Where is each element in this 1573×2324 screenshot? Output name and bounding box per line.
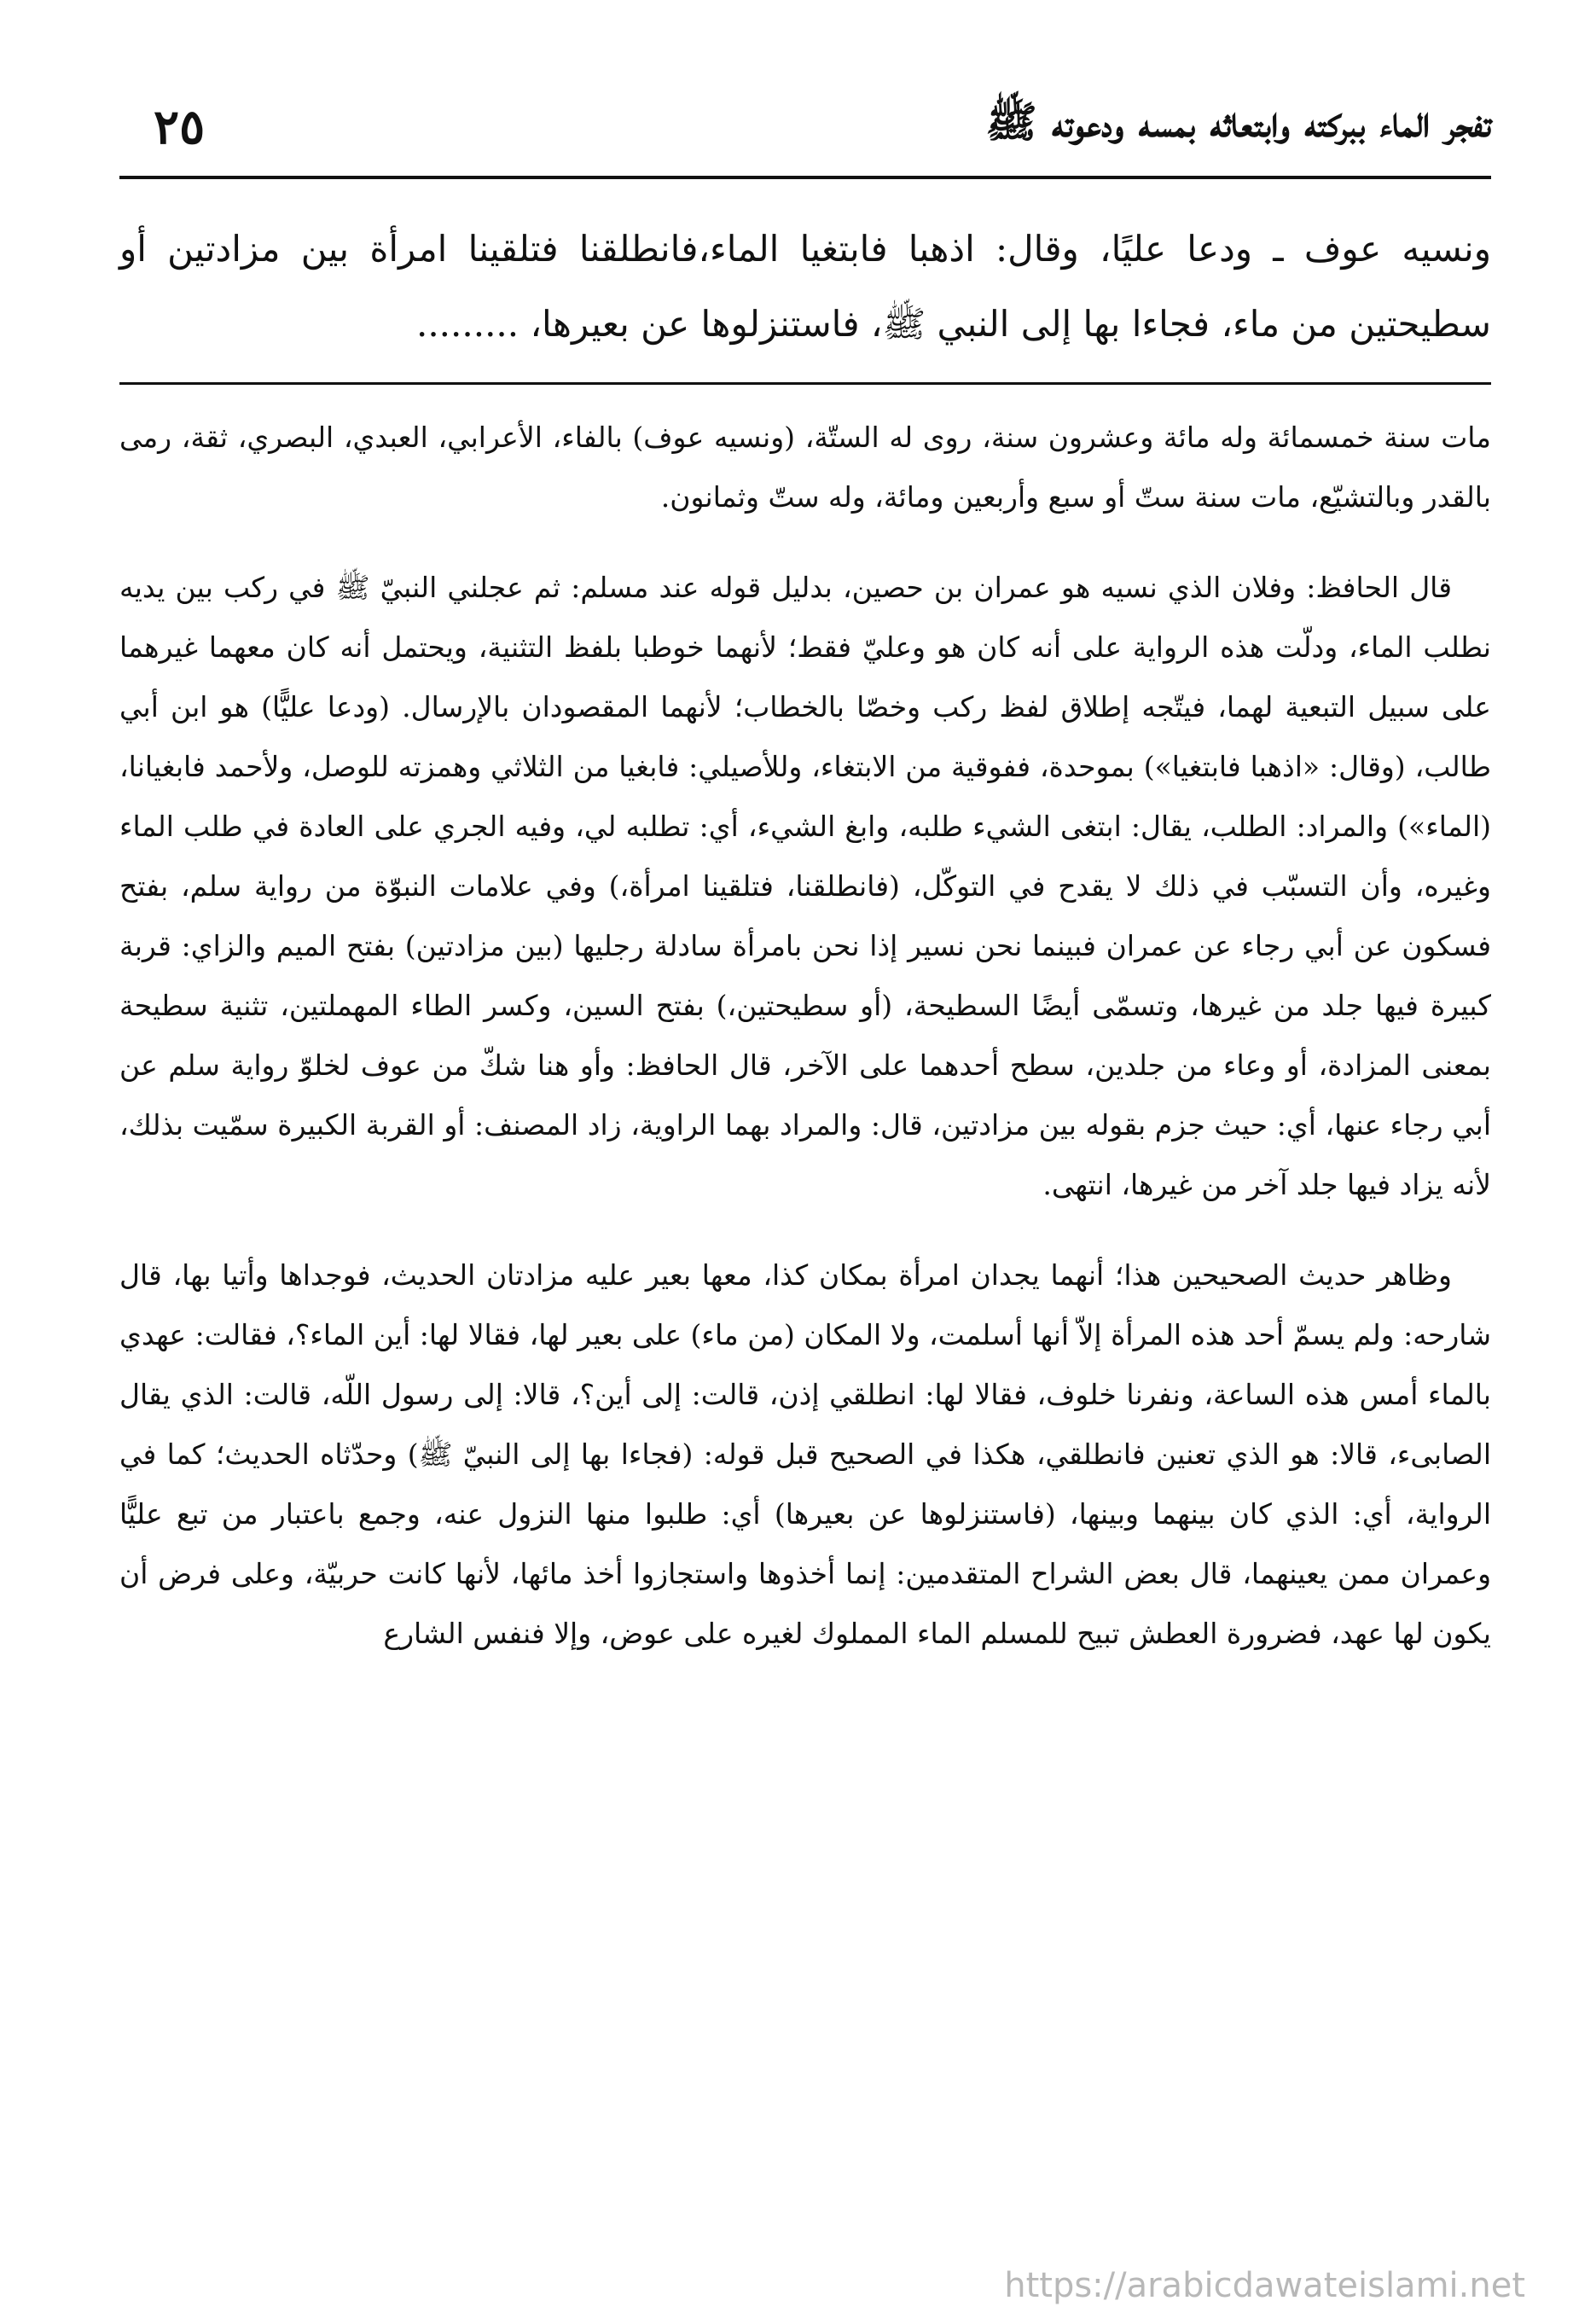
header-rule — [119, 176, 1491, 179]
footnote-separator — [119, 382, 1491, 385]
watermark-url: https://arabicdawateislami.net — [1004, 2266, 1525, 2305]
hadith-text: ونسيه عوف ـ ودعا عليًا، وقال: اذهبا فابتغيا الماء،فانطلقنا فتلقينا امرأة بين مزادتين أو سطيحتين من ماء، فجاءا بها إلى النبي ﷺ، فاستنزلوها عن بعيرها، ......... — [119, 228, 1491, 345]
commentary-paragraph: مات سنة خمسمائة وله مائة وعشرون سنة، روى له الستّة، (ونسيه عوف) بالفاء، الأعرابي، العبدي، البصري، ثقة، رمى بالقدر وبالتشيّع، مات سنة ستّ أو سبع وأربعين ومائة، وله ستّ وثمانون. — [119, 421, 1491, 514]
commentary-paragraph: قال الحافظ: وفلان الذي نسيه هو عمران بن حصين، بدليل قوله عند مسلم: ثم عجلني النبيّ ﷺ في ركب بين يديه نطلب الماء، ودلّت هذه الرواية على أنه كان هو وعليّ فقط؛ لأنهما خوطبا بلفظ التثنية، ويحتمل أنه كان معهما غيرهما على سبيل التبعية لهما، فيتّجه إطلاق لفظ ركب وخصّا بالخطاب؛ لأنهما المقصودان بالإرسال. (ودعا عليًّا) هو ابن أبي طالب، (وقال: «اذهبا فابتغيا») بموحدة، ففوقية من الابتغاء، وللأصيلي: فابغيا من الثلاثي وهمزته للوصل، ولأحمد فابغيانا، (الماء») والمراد: الطلب، يقال: ابتغى الشيء طلبه، وابغ الشيء، أي: تطلبه لي، وفيه الجري على العادة في طلب الماء وغيره، وأن التسبّب في ذلك لا يقدح في التوكّل، (فانطلقنا، فتلقينا امرأة،) وفي علامات النبوّة من رواية سلم، بفتح فسكون عن أبي رجاء عن عمران فبينما نحن نسير إذا نحن بامرأة سادلة رجليها (بين مزادتين) بفتح الميم والزاي: قربة كبيرة فيها جلد من غيرها، وتسمّى أيضًا السطيحة، (أو سطيحتين،) بفتح السين، وكسر الطاء المهملتين، تثنية سطيحة بمعنى المزادة، أو وعاء من جلدين، سطح أحدهما على الآخر، قال الحافظ: وأو هنا شكّ من عوف لخلوّ رواية سلم عن أبي رجاء عنها، أي: حيث جزم بقوله بين مزادتين، قال: والمراد بهما الراوية، زاد المصنف: أو القربة الكبيرة سمّيت بذلك، لأنه يزاد فيها جلد آخر من غيرها، انتهى. — [119, 571, 1491, 1201]
running-title: تفجر الماء ببركته وابتعاثه بمسه ودعوته ﷺ — [985, 96, 1491, 147]
page-header — [119, 89, 1491, 166]
commentary — [119, 408, 1491, 1694]
commentary-paragraph: وظاهر حديث الصحيحين هذا؛ أنهما يجدان امرأة بمكان كذا، معها بعير عليه مزادتان الحديث، فوجداها وأتيا بها، قال شارحه: ولم يسمّ أحد هذه المرأة إلاّ أنها أسلمت، ولا المكان (من ماء) على بعير لها، فقالا لها: أين الماء؟، فقالت: عهدي بالماء أمس هذه الساعة، ونفرنا خلوف، فقالا لها: انطلقي إذن، قالت: إلى أين؟، قالا: إلى رسول اللّه، قالت: الذي يقال الصابىء، قالا: هو الذي تعنين فانطلقي، هكذا في الصحيح قبل قوله: (فجاءا بها إلى النبيّ ﷺ) وحدّثاه الحديث؛ كما في الرواية، أي: الذي كان بينهما وبينها، (فاستنزلوها عن بعيرها) أي: طلبوا منها النزول عنه، وجمع باعتبار من تبع عليًّا وعمران ممن يعينهما، قال بعض الشراح المتقدمين: إنما أخذوها واستجازوا أخذ مائها، لأنها كانت حربيّة، وعلى فرض أن يكون لها عهد، فضرورة العطش تبيح للمسلم الماء المملوك لغيره على عوض، وإلا فنفس الشارع — [119, 1258, 1492, 1650]
page-number: ٢٥ — [154, 99, 206, 155]
